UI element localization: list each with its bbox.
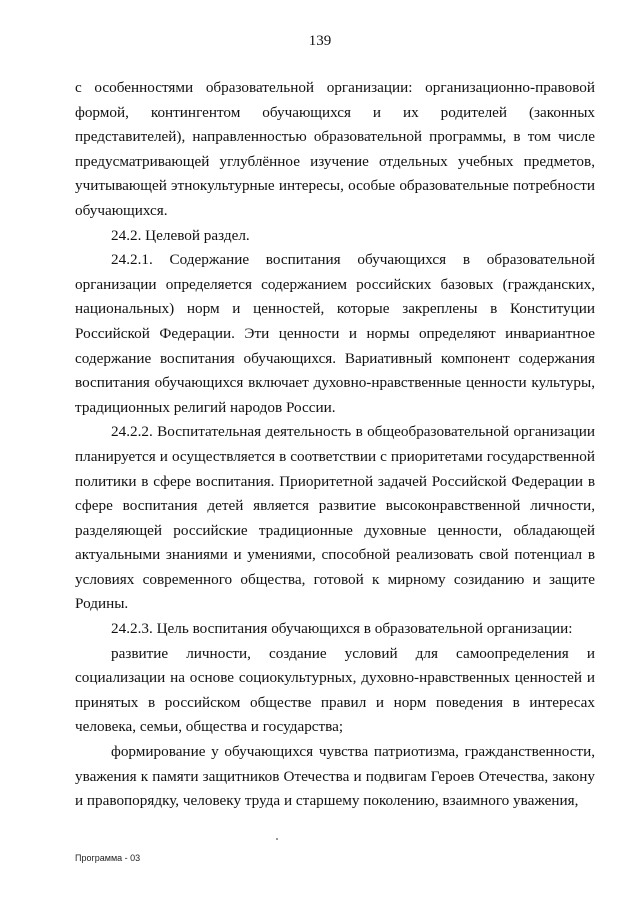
paragraph-24-2-1: 24.2.1. Содержание воспитания обучающихся в образовательной организации определяется содержанием российских базовых (гражданских, национальных) норм и ценностей, которые закреплены в Конституции Российской Федерации. Эти ценности и нормы определяют инвариантное содержание воспитания обучающихся. Вариативный компонент содержания воспитания обучающихся включает духовно-нравственные ценности культуры, традиционных религий народов России. bbox=[75, 251, 595, 416]
page-footer: Программа - 03 bbox=[75, 853, 141, 863]
scan-speck bbox=[276, 838, 278, 840]
paragraph-goal-formation: формирование у обучающихся чувства патриотизма, гражданственности, уважения к памяти защитников Отечества и подвигам Героев Отечества, закону и правопорядку, человеку труда и старшему поколению, взаимного уважения, bbox=[75, 743, 595, 810]
paragraph-24-2-2: 24.2.2. Воспитательная деятельность в общеобразовательной организации планируется и осуществляется в соответствии с приоритетами государственной политики в сфере воспитания. Приоритетной задачей Российской Федерации в сфере воспитания детей является развитие высоконравственной личности, разделяющей российские традиционные духовные ценности, обладающей актуальными знаниями и умениями, способной реализовать свой потенциал в условиях современного общества, готовой к мирному созиданию и защите Родины. bbox=[75, 423, 595, 613]
page-number: 139 bbox=[308, 33, 332, 49]
paragraph-continuation: с особенностями образовательной организации: организационно-правовой формой, контингентом обучающихся и их родителей (законных представителей), направленностью образовательной программы, в том числе предусматривающей углублённое изучение отдельных учебных предметов, учитывающей этнокультурные интересы, особые образовательные потребности обучающихся. bbox=[75, 79, 595, 219]
document-body bbox=[75, 76, 595, 814]
section-heading-target: 24.2. Целевой раздел. bbox=[111, 226, 250, 244]
paragraph-24-2-3: 24.2.3. Цель воспитания обучающихся в образовательной организации: bbox=[111, 620, 573, 638]
paragraph-goal-development: развитие личности, создание условий для самоопределения и социализации на основе социокультурных, духовно-нравственных ценностей и принятых в российском обществе правил и норм поведения в интересах человека, семьи, общества и государства; bbox=[75, 644, 595, 736]
